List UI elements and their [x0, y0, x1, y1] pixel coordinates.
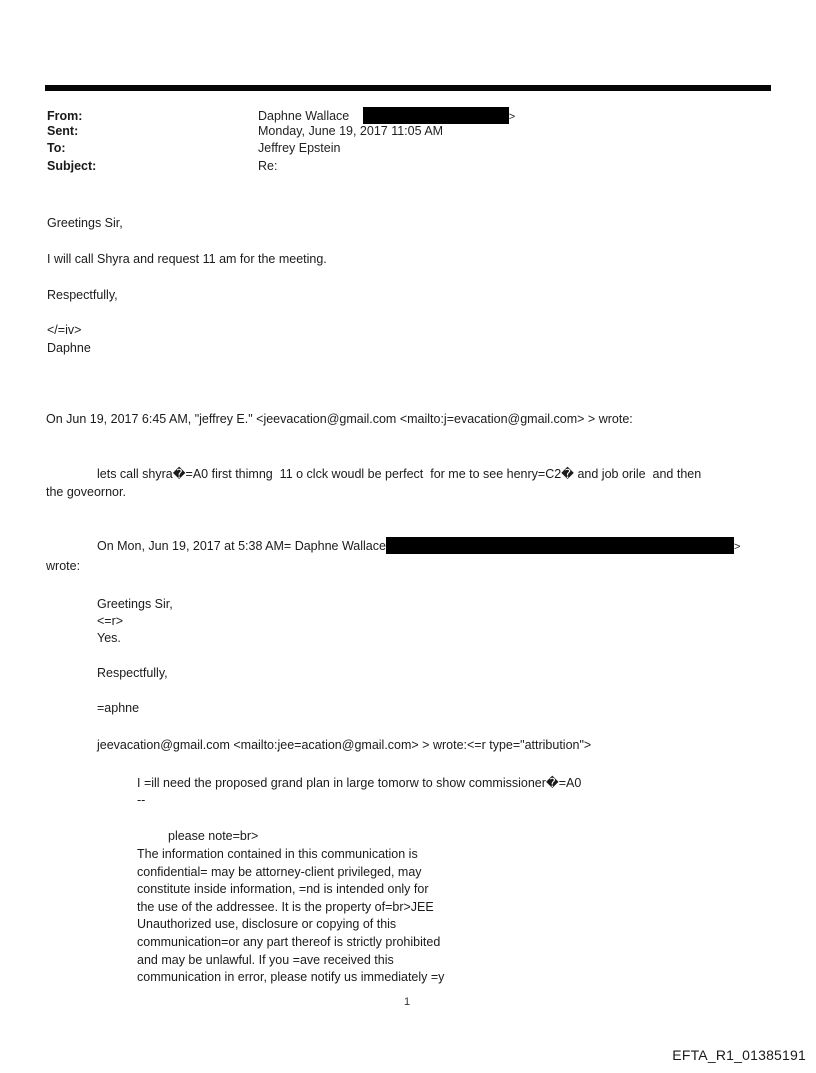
quote3-note-heading: please note=br> — [168, 829, 259, 843]
from-value — [258, 107, 515, 124]
redaction-bar-from-address — [363, 107, 509, 124]
disclaimer-line: communication=or any part thereof is strictly prohibited — [137, 934, 441, 949]
body-closing: Respectfully, — [47, 288, 118, 302]
subject-label: Subject: — [47, 158, 97, 173]
disclaimer-line: constitute inside information, =nd is intended only for — [137, 882, 429, 897]
quote2-artifact-br: <=r> — [97, 614, 124, 628]
header-row-from — [47, 107, 767, 124]
body-confirmation: I will call Shyra and request 11 am for the meeting. — [47, 252, 327, 266]
quote2-answer: Yes. — [97, 631, 121, 645]
sent-value: Monday, June 19, 2017 11:05 AM — [258, 124, 444, 139]
body-greeting: Greetings Sir, — [47, 216, 123, 230]
quote3-separator: -- — [137, 793, 146, 807]
disclaimer-line: the use of the addressee. It is the property of=br>JEE — [137, 899, 434, 914]
quote2-attribution — [97, 537, 740, 556]
header-row-sent — [47, 124, 767, 141]
quote2-signature: =aphne — [97, 701, 140, 715]
quote1-message-line1: lets call shyra�=A0 first thimng 11 o clck woudl be perfect for me to see henry=C2� and job orile and then — [97, 467, 702, 481]
quote3-message: I =ill need the proposed grand plan in large tomorw to show commissioner�=A0 — [137, 776, 582, 790]
sent-label: Sent: — [47, 124, 79, 139]
disclaimer-line: confidential= may be attorney-client privileged, may — [137, 864, 422, 879]
from-value-suffix: > — [508, 111, 516, 123]
page-number: 1 — [403, 996, 411, 1008]
quote1-message-line2: the goveornor. — [46, 485, 126, 499]
header-row-to — [47, 141, 767, 158]
quote2-greeting: Greetings Sir, — [97, 597, 173, 611]
quote2-attribution-text: On Mon, Jun 19, 2017 at 5:38 AM= Daphne Wallace — [97, 539, 386, 553]
header-divider-rule — [45, 85, 771, 91]
email-header-block — [47, 107, 767, 176]
quote2-closing: Respectfully, — [97, 666, 168, 680]
disclaimer-line: communication in error, please notify us immediately =y — [137, 970, 445, 985]
to-label: To: — [47, 141, 66, 156]
bates-number: EFTA_R1_01385191 — [672, 1047, 806, 1063]
body-artifact-div: </=iv> — [47, 323, 82, 337]
subject-value: Re: — [258, 158, 278, 173]
from-sender-name: Daphne Wallace — [258, 109, 353, 123]
quote2-attribution2: jeevacation@gmail.com <mailto:jee=acation@gmail.com> > wrote:<=r type="attribution"> — [97, 738, 592, 752]
to-value: Jeffrey Epstein — [258, 141, 341, 156]
redaction-bar-quoted-address — [386, 537, 734, 554]
header-row-subject — [47, 159, 767, 176]
body-signature: Daphne — [47, 341, 91, 355]
disclaimer-line: Unauthorized use, disclosure or copying of this — [137, 917, 397, 932]
disclaimer-line: The information contained in this communication is — [137, 847, 418, 861]
quote2-attribution-wrap: wrote: — [46, 559, 81, 573]
quote2-attribution-suffix: > — [733, 541, 741, 553]
quote1-attribution: On Jun 19, 2017 6:45 AM, "jeffrey E." <jeevacation@gmail.com <mailto:j=evacation@gmail.com> > wrote: — [46, 412, 633, 426]
confidentiality-disclaimer — [137, 846, 444, 987]
disclaimer-line: and may be unlawful. If you =ave received this — [137, 952, 394, 967]
from-label: From: — [47, 109, 83, 123]
